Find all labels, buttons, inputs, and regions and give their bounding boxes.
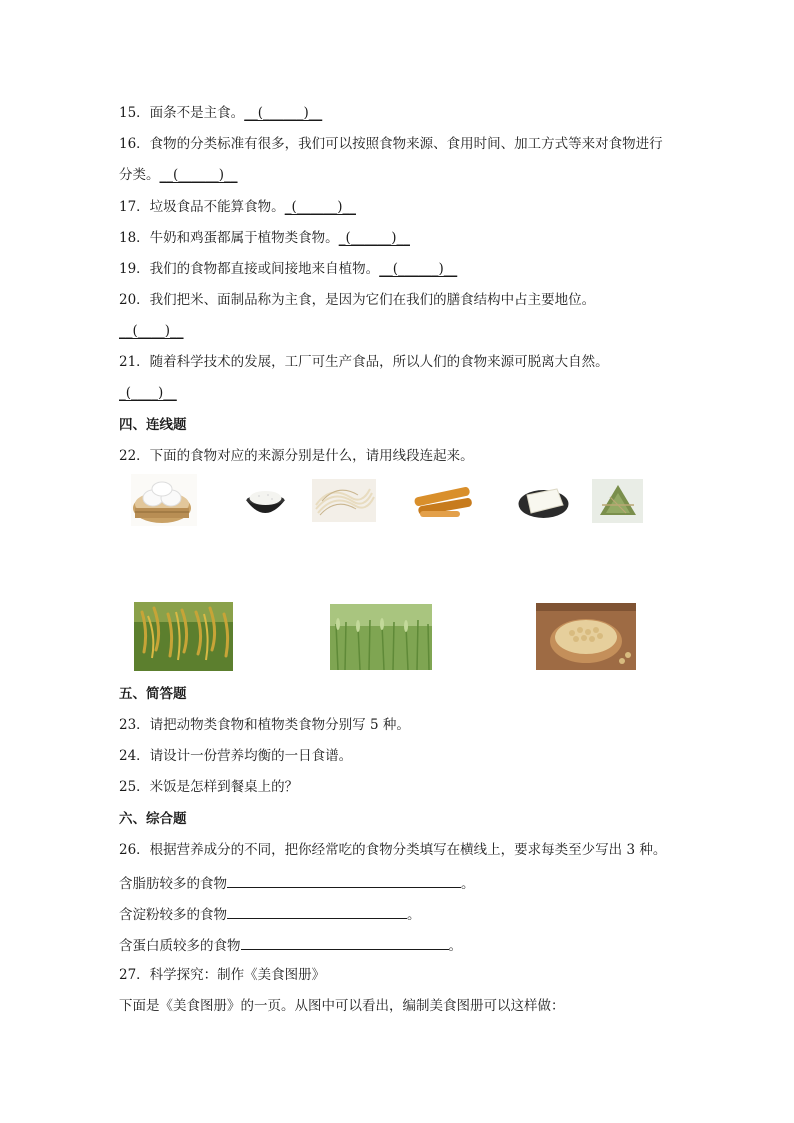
answer-blank-18[interactable]: _(______)__	[338, 230, 410, 246]
question-27: 27．科学探究：制作《美食图册》	[119, 967, 326, 983]
answer-blank-20[interactable]: __(____)__	[119, 323, 184, 339]
question-15	[119, 105, 322, 121]
tofu-image[interactable]	[517, 483, 570, 520]
soybeans-image[interactable]	[536, 603, 636, 670]
section-heading-6: 六、综合题	[119, 811, 187, 827]
noodles-image[interactable]	[312, 479, 376, 522]
zongzi-image[interactable]	[592, 479, 643, 523]
q26-fat-row	[119, 873, 475, 892]
answer-blank-19[interactable]: __(______)__	[379, 261, 458, 277]
q26-fat-input-line[interactable]	[227, 873, 461, 888]
answer-blank-15[interactable]: __(______)__	[244, 105, 323, 121]
question-16-text: 16．食物的分类标准有很多，我们可以按照食物来源、食用时间、加工方式等来对食物进行	[119, 136, 663, 152]
question-16-text-cont: 分类。	[119, 167, 160, 183]
q26-protein-row	[119, 935, 462, 954]
answer-blank-16[interactable]: __(______)__	[159, 167, 238, 183]
q26-starch-row	[119, 904, 421, 923]
q26-fat-label: 含脂肪较多的食物	[119, 876, 227, 892]
steamed-buns-image[interactable]	[131, 474, 197, 526]
section-heading-5: 五、简答题	[119, 686, 187, 702]
question-21-answer-line	[119, 385, 177, 401]
question-21	[119, 354, 609, 370]
question-22: 22．下面的食物对应的来源分别是什么，请用线段连起来。	[119, 448, 474, 464]
question-24: 24．请设计一份营养均衡的一日食谱。	[119, 748, 353, 764]
question-25: 25．米饭是怎样到餐桌上的？	[119, 779, 299, 795]
q26-fat-period: 。	[461, 876, 475, 892]
question-19	[119, 261, 457, 277]
question-18	[119, 230, 410, 246]
q26-protein-label: 含蛋白质较多的食物	[119, 938, 241, 954]
question-19-text: 19．我们的食物都直接或间接地来自植物。	[119, 261, 380, 277]
rice-bowl-image[interactable]	[243, 486, 288, 521]
q26-starch-input-line[interactable]	[227, 904, 407, 919]
q26-starch-period: 。	[407, 907, 421, 923]
question-16-line1	[119, 136, 663, 152]
question-17-text: 17．垃圾食品不能算食物。	[119, 199, 285, 215]
q26-starch-label: 含淀粉较多的食物	[119, 907, 227, 923]
question-21-text: 21．随着科学技术的发展，工厂可生产食品，所以人们的食物来源可脱离大自然。	[119, 354, 609, 370]
question-17	[119, 199, 356, 215]
question-27-description: 下面是《美食图册》的一页。从图中可以看出，编制美食图册可以这样做：	[119, 998, 565, 1014]
wheat-field-image[interactable]	[330, 604, 432, 670]
question-20-text: 20．我们把米、面制品称为主食，是因为它们在我们的膳食结构中占主要地位。	[119, 292, 596, 308]
question-20	[119, 292, 595, 308]
answer-blank-17[interactable]: _(______)__	[284, 199, 356, 215]
question-15-text: 15．面条不是主食。	[119, 105, 245, 121]
fried-dough-sticks-image[interactable]	[410, 484, 476, 521]
question-18-text: 18．牛奶和鸡蛋都属于植物类食物。	[119, 230, 339, 246]
answer-blank-21[interactable]: _(____)__	[119, 385, 177, 401]
q26-protein-input-line[interactable]	[241, 935, 449, 950]
question-16-line2	[119, 167, 238, 183]
question-23: 23．请把动物类食物和植物类食物分别写 5 种。	[119, 717, 410, 733]
q26-protein-period: 。	[448, 938, 462, 954]
section-heading-4: 四、连线题	[119, 417, 187, 433]
rice-plant-image[interactable]	[134, 602, 233, 671]
question-26: 26．根据营养成分的不同，把你经常吃的食物分类填写在横线上，要求每类至少写出 3 种。	[119, 842, 667, 858]
question-20-answer-line	[119, 323, 184, 339]
